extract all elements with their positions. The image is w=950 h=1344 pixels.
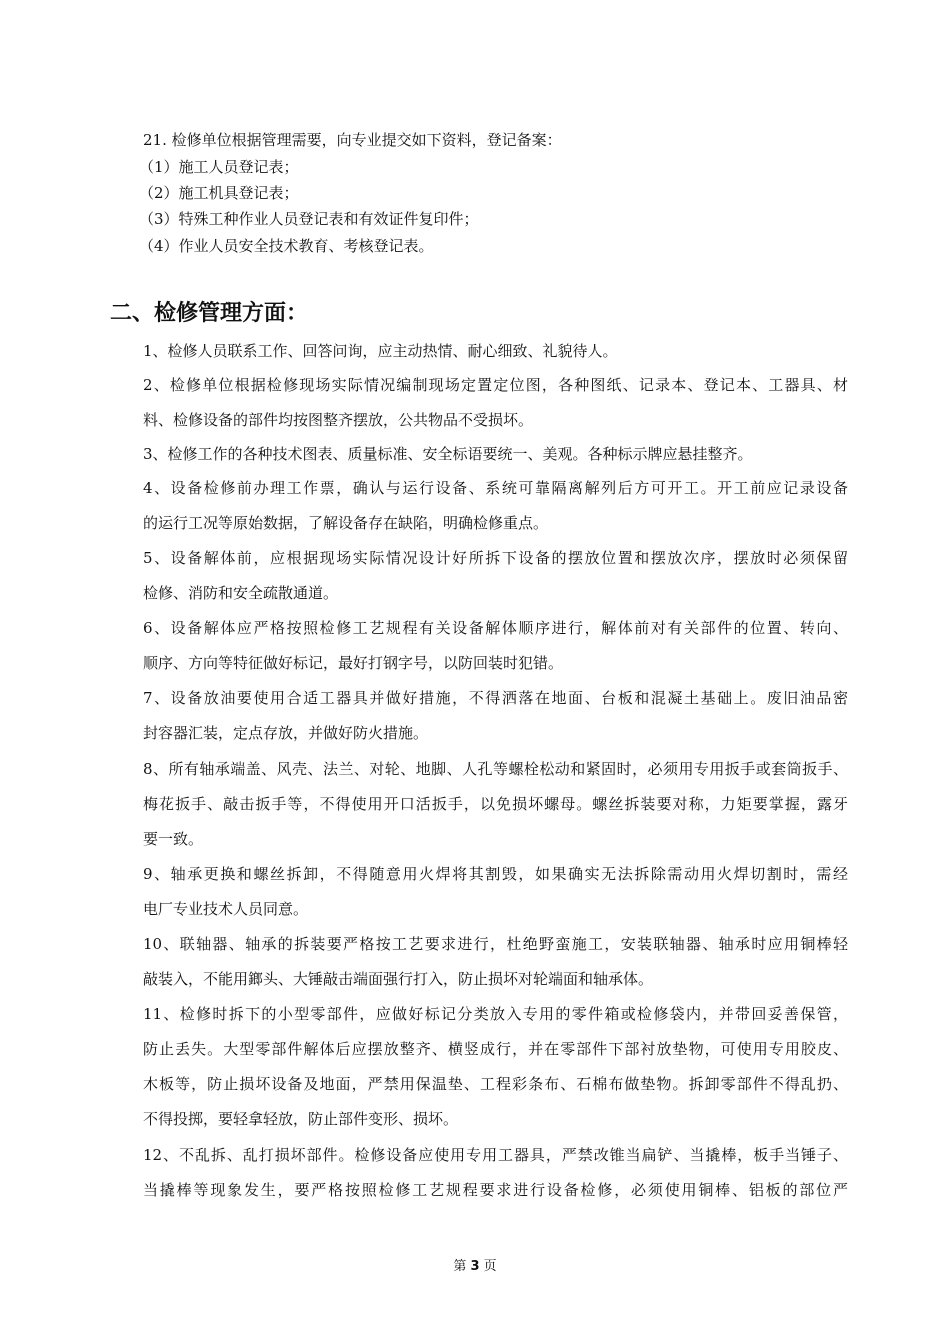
para-4-line-2: 的运行工况等原始数据，了解设备存在缺陷，明确检修重点。: [143, 514, 549, 532]
sub-item-2: （2）施工机具登记表；: [139, 184, 299, 202]
para-11-line-2: 防止丢失。大型零部件解体后应摆放整齐、横竖成行，并在零部件下部衬放垫物，可使用专用胶皮、: [143, 1040, 848, 1058]
sub-item-3: （3）特殊工种作业人员登记表和有效证件复印件；: [139, 210, 479, 228]
sub-item-4: （4）作业人员安全技术教育、考核登记表。: [139, 237, 434, 255]
section-title: 二、检修管理方面：: [110, 301, 309, 326]
para-10-line-1: 10、联轴器、轴承的拆装要严格按工艺要求进行，杜绝野蛮施工，安装联轴器、轴承时应用铜棒轻: [143, 935, 848, 953]
para-9-line-1: 9、轴承更换和螺丝拆卸，不得随意用火焊将其割毁，如果确实无法拆除需动用火焊切割时，需经: [143, 865, 848, 883]
para-11-line-1: 11、检修时拆下的小型零部件，应做好标记分类放入专用的零件箱或检修袋内，并带回妥善保管，: [143, 1005, 848, 1023]
para-8-line-2: 梅花扳手、敲击扳手等，不得使用开口活扳手，以免损坏螺母。螺丝拆装要对称，力矩要掌握，露牙: [143, 795, 848, 813]
page-number: 3: [470, 1259, 480, 1274]
para-12-line-1: 12、不乱拆、乱打损坏部件。检修设备应使用专用工器具，严禁改锥当扁铲、当撬棒，板手当锤子、: [143, 1146, 848, 1164]
sub-item-1: （1）施工人员登记表；: [139, 158, 299, 176]
para-2-line-1: 2、检修单位根据检修现场实际情况编制现场定置定位图，各种图纸、记录本、登记本、工器具、材: [143, 376, 848, 394]
para-9-line-2: 电厂专业技术人员同意。: [143, 900, 309, 918]
para-5-line-1: 5、设备解体前，应根据现场实际情况设计好所拆下设备的摆放位置和摆放次序，摆放时必须保留: [143, 549, 848, 567]
para-3-line-1: 3、检修工作的各种技术图表、质量标准、安全标语要统一、美观。各种标示牌应悬挂整齐。: [143, 445, 753, 463]
para-6-line-2: 顺序、方向等特征做好标记，最好打钢字号，以防回装时犯错。: [143, 654, 564, 672]
para-2-line-2: 料、检修设备的部件均按图整齐摆放，公共物品不受损坏。: [143, 411, 534, 429]
para-1-line-1: 1、检修人员联系工作、回答问询，应主动热情、耐心细致、礼貌待人。: [143, 342, 618, 360]
para-4-line-1: 4、设备检修前办理工作票，确认与运行设备、系统可靠隔离解列后方可开工。开工前应记录设备: [143, 479, 848, 497]
footer-suffix: 页: [483, 1259, 497, 1274]
item-21: 21. 检修单位根据管理需要，向专业提交如下资料，登记备案：: [143, 131, 562, 149]
para-6-line-1: 6、设备解体应严格按照检修工艺规程有关设备解体顺序进行，解体前对有关部件的位置、转向、: [143, 619, 848, 637]
para-11-line-4: 不得投掷，要轻拿轻放，防止部件变形、损坏。: [143, 1110, 459, 1128]
para-11-line-3: 木板等，防止损坏设备及地面，严禁用保温垫、工程彩条布、石棉布做垫物。拆卸零部件不得乱扔、: [143, 1075, 848, 1093]
footer-prefix: 第: [453, 1259, 467, 1274]
page-footer: [0, 1258, 950, 1276]
para-8-line-3: 要一致。: [143, 830, 204, 848]
para-8-line-1: 8、所有轴承端盖、风壳、法兰、对轮、地脚、人孔等螺栓松动和紧固时，必须用专用扳手或套筒扳手、: [143, 760, 848, 778]
para-7-line-1: 7、设备放油要使用合适工器具并做好措施，不得洒落在地面、台板和混凝土基础上。废旧油品密: [143, 689, 848, 707]
para-10-line-2: 敲装入，不能用鎯头、大锤敲击端面强行打入，防止损坏对轮端面和轴承体。: [143, 970, 654, 988]
para-7-line-2: 封容器汇装，定点存放，并做好防火措施。: [143, 724, 429, 742]
para-12-line-2: 当撬棒等现象发生，要严格按照检修工艺规程要求进行设备检修，必须使用铜棒、铝板的部位严: [143, 1181, 848, 1199]
para-5-line-2: 检修、消防和安全疏散通道。: [143, 584, 339, 602]
